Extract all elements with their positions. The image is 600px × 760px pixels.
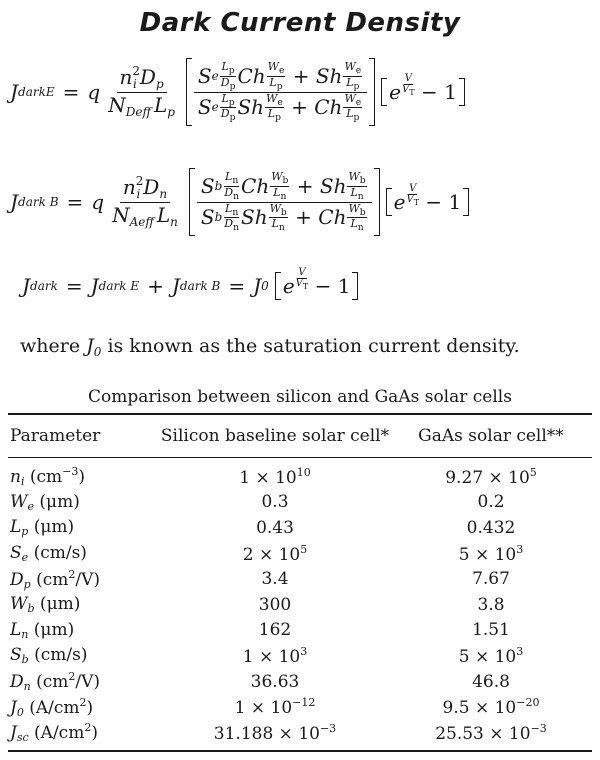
silicon-exponent: 3: [300, 644, 308, 658]
table-row: [8, 515, 592, 541]
eq1-prefactor: $\frac{n^2_i D_p}{N_{Deff} L_p}$: [108, 63, 175, 120]
silicon-value: 2 × 10: [242, 544, 301, 565]
eq2-q: q: [91, 190, 105, 215]
silicon-value: 1 × 10: [242, 646, 301, 667]
gaas-exponent: −20: [516, 696, 540, 710]
silicon-value-cell: [160, 518, 390, 538]
param-symbol: W: [10, 491, 28, 512]
gaas-value-cell: [390, 466, 592, 488]
eq1-lhs: J: [10, 80, 19, 105]
param-symbol: D: [10, 569, 24, 590]
table-header: [8, 415, 592, 458]
param-cell: [8, 568, 160, 591]
param-cell: [8, 594, 160, 615]
gaas-value-cell: [390, 595, 592, 615]
gaas-value: 3.8: [477, 594, 505, 615]
table-row: [8, 541, 592, 567]
gaas-value: 25.53 × 10: [435, 723, 531, 744]
silicon-exponent: −12: [292, 696, 316, 710]
param-symbol: J: [10, 723, 17, 744]
silicon-value-cell: [160, 696, 390, 718]
silicon-exponent: −3: [319, 721, 337, 735]
table-row: [8, 464, 592, 490]
equation-jdarkE: [10, 58, 465, 126]
param-symbol: W: [10, 594, 28, 615]
gaas-value-cell: [390, 492, 592, 512]
gaas-value: 7.67: [472, 569, 510, 590]
gaas-exponent: 3: [516, 542, 524, 556]
param-unit-end: ): [86, 697, 94, 718]
param-cell: [8, 543, 160, 564]
param-unit-end: ): [78, 467, 86, 488]
param-symbol: L: [10, 619, 22, 640]
silicon-value: 1 × 10: [239, 467, 297, 488]
table-row: [8, 694, 592, 720]
param-unit-end: /V): [75, 569, 101, 590]
param-unit-end: /V): [75, 672, 101, 693]
saturation-note: where $J_0$ is known as the saturation current density.: [20, 335, 520, 359]
gaas-value-cell: [390, 569, 592, 589]
eq2-exp-term: e V $V_T$ − 1: [386, 188, 470, 216]
param-symbol: S: [10, 645, 22, 666]
silicon-value-cell: [160, 722, 390, 744]
param-subscript: b: [27, 602, 35, 616]
silicon-value: 36.63: [250, 671, 300, 692]
param-symbol: L: [10, 517, 22, 538]
eq1-bracket: S e $L_p$ $D_p$ Ch $W_e$ $L_p$ + Sh $W_e$ $L_p$ S e $L_p$ $D_p$ Sh $W_e$ $L_p$ + Ch $W_e$ $L_p$: [186, 58, 375, 126]
gaas-value: 9.27 × 10: [445, 467, 530, 488]
param-unit: (cm/s): [28, 543, 87, 564]
gaas-value: 0.432: [466, 517, 516, 538]
silicon-exponent: 10: [296, 465, 311, 479]
param-subscript: p: [21, 525, 29, 539]
param-unit: (μm): [34, 491, 80, 512]
silicon-value: 3.4: [261, 569, 289, 590]
param-subscript: b: [21, 653, 29, 667]
param-unit: (A/cm: [23, 697, 80, 718]
param-symbol: D: [10, 672, 24, 693]
gaas-exponent: 5: [529, 465, 537, 479]
param-subscript: e: [27, 499, 34, 513]
param-subscript: e: [21, 551, 29, 565]
param-cell: [8, 492, 160, 513]
silicon-value: 162: [258, 620, 292, 641]
param-unit: (μm): [28, 517, 75, 538]
param-subscript: n: [21, 627, 29, 641]
gaas-value-cell: [390, 722, 592, 744]
param-unit: (cm/s): [28, 645, 88, 666]
param-symbol: J: [10, 697, 17, 718]
param-symbol: n: [10, 467, 21, 488]
silicon-value-cell: [160, 620, 390, 640]
gaas-value: 1.51: [472, 620, 510, 641]
header-silicon: Silicon baseline solar cell*: [160, 426, 390, 446]
comparison-table: [8, 413, 592, 752]
eq1-q: q: [87, 80, 101, 105]
silicon-value-cell: [160, 466, 390, 488]
param-subscript: 0: [16, 705, 24, 719]
equation-jdark: J dark = J dark E + J dark B = J 0 e V $V_T$ − 1: [22, 272, 358, 300]
header-gaas: GaAs solar cell**: [418, 426, 564, 446]
table-body: [8, 458, 592, 750]
silicon-value: 0.43: [256, 517, 294, 538]
param-unit-sup: −3: [62, 465, 79, 479]
gaas-value: 46.8: [472, 671, 510, 692]
silicon-value: 31.188 × 10: [213, 723, 320, 744]
param-symbol: S: [10, 543, 22, 564]
table-row: [8, 720, 592, 746]
eq1-exp-term: e V $V_T$ − 1: [381, 78, 465, 106]
table-row: [8, 669, 592, 695]
table-row: [8, 618, 592, 644]
gaas-value: 0.2: [477, 492, 505, 513]
param-unit-sup: 2: [68, 670, 76, 684]
gaas-exponent: −3: [530, 721, 547, 735]
eq2-equals: =: [66, 190, 84, 215]
param-cell: [8, 517, 160, 538]
gaas-value-cell: [390, 620, 592, 640]
gaas-exponent: 3: [516, 644, 524, 658]
eq2-lhs-sub: dark B: [18, 195, 59, 210]
param-unit-sup: 2: [79, 695, 87, 709]
silicon-value-cell: [160, 569, 390, 589]
gaas-value-cell: [390, 518, 592, 538]
param-unit-end: ): [91, 723, 98, 744]
gaas-value: 5 × 10: [458, 646, 517, 667]
param-cell: [8, 721, 160, 744]
param-cell: [8, 620, 160, 641]
param-subscript: i: [20, 475, 25, 489]
eq1-lhs-sub: darkE: [18, 85, 55, 100]
silicon-value-cell: [160, 645, 390, 667]
silicon-value-cell: [160, 492, 390, 512]
param-unit-sup: 2: [68, 567, 76, 581]
param-subscript: n: [23, 680, 31, 694]
table-row: [8, 566, 592, 592]
param-cell: [8, 645, 160, 666]
eq3-exp-term: e V $V_T$ − 1: [275, 272, 359, 300]
param-cell: [8, 670, 160, 693]
param-unit: (μm): [34, 594, 81, 615]
eq2-bracket: S b $L_n$ $D_n$ Ch $W_b$ $L_n$ + Sh $W_b$ $L_n$ S b $L_n$ $D_n$ Sh $W_b$ $L_n$ + Ch $W_b$ $L_n$: [189, 168, 380, 236]
equation-jdarkB: [10, 168, 469, 236]
eq2-lhs: J: [10, 190, 19, 215]
silicon-value: 0.3: [261, 492, 289, 513]
header-parameter: Parameter: [10, 426, 101, 446]
param-subscript: p: [23, 577, 31, 591]
silicon-value-cell: [160, 595, 390, 615]
page-title: Dark Current Density: [139, 8, 461, 38]
param-unit: (A/cm: [28, 723, 85, 744]
gaas-value: 5 × 10: [458, 544, 517, 565]
gaas-value-cell: [390, 543, 592, 565]
silicon-value: 1 × 10: [234, 698, 293, 719]
param-unit-sup: 2: [84, 721, 92, 735]
param-unit: (cm: [30, 672, 69, 693]
silicon-value: 300: [258, 594, 292, 615]
table-row: [8, 592, 592, 618]
gaas-value-cell: [390, 696, 592, 718]
gaas-value-cell: [390, 645, 592, 667]
eq2-prefactor: $\frac{n^2_i D_n}{N_{Aeff} L_n}$: [112, 173, 178, 230]
silicon-value-cell: [160, 543, 390, 565]
gaas-value: 9.5 × 10: [442, 698, 517, 719]
silicon-exponent: 5: [300, 542, 308, 556]
param-unit: (μm): [28, 619, 75, 640]
param-cell: [8, 696, 160, 719]
param-subscript: sc: [16, 731, 29, 745]
gaas-value-cell: [390, 672, 592, 692]
table-row: [8, 643, 592, 669]
param-cell: [8, 465, 160, 488]
silicon-value-cell: [160, 672, 390, 692]
table-row: [8, 490, 592, 516]
eq1-equals: =: [62, 80, 80, 105]
param-unit: (cm: [24, 467, 63, 488]
param-unit: (cm: [30, 569, 69, 590]
table-caption: Comparison between silicon and GaAs solar cells: [88, 387, 512, 407]
